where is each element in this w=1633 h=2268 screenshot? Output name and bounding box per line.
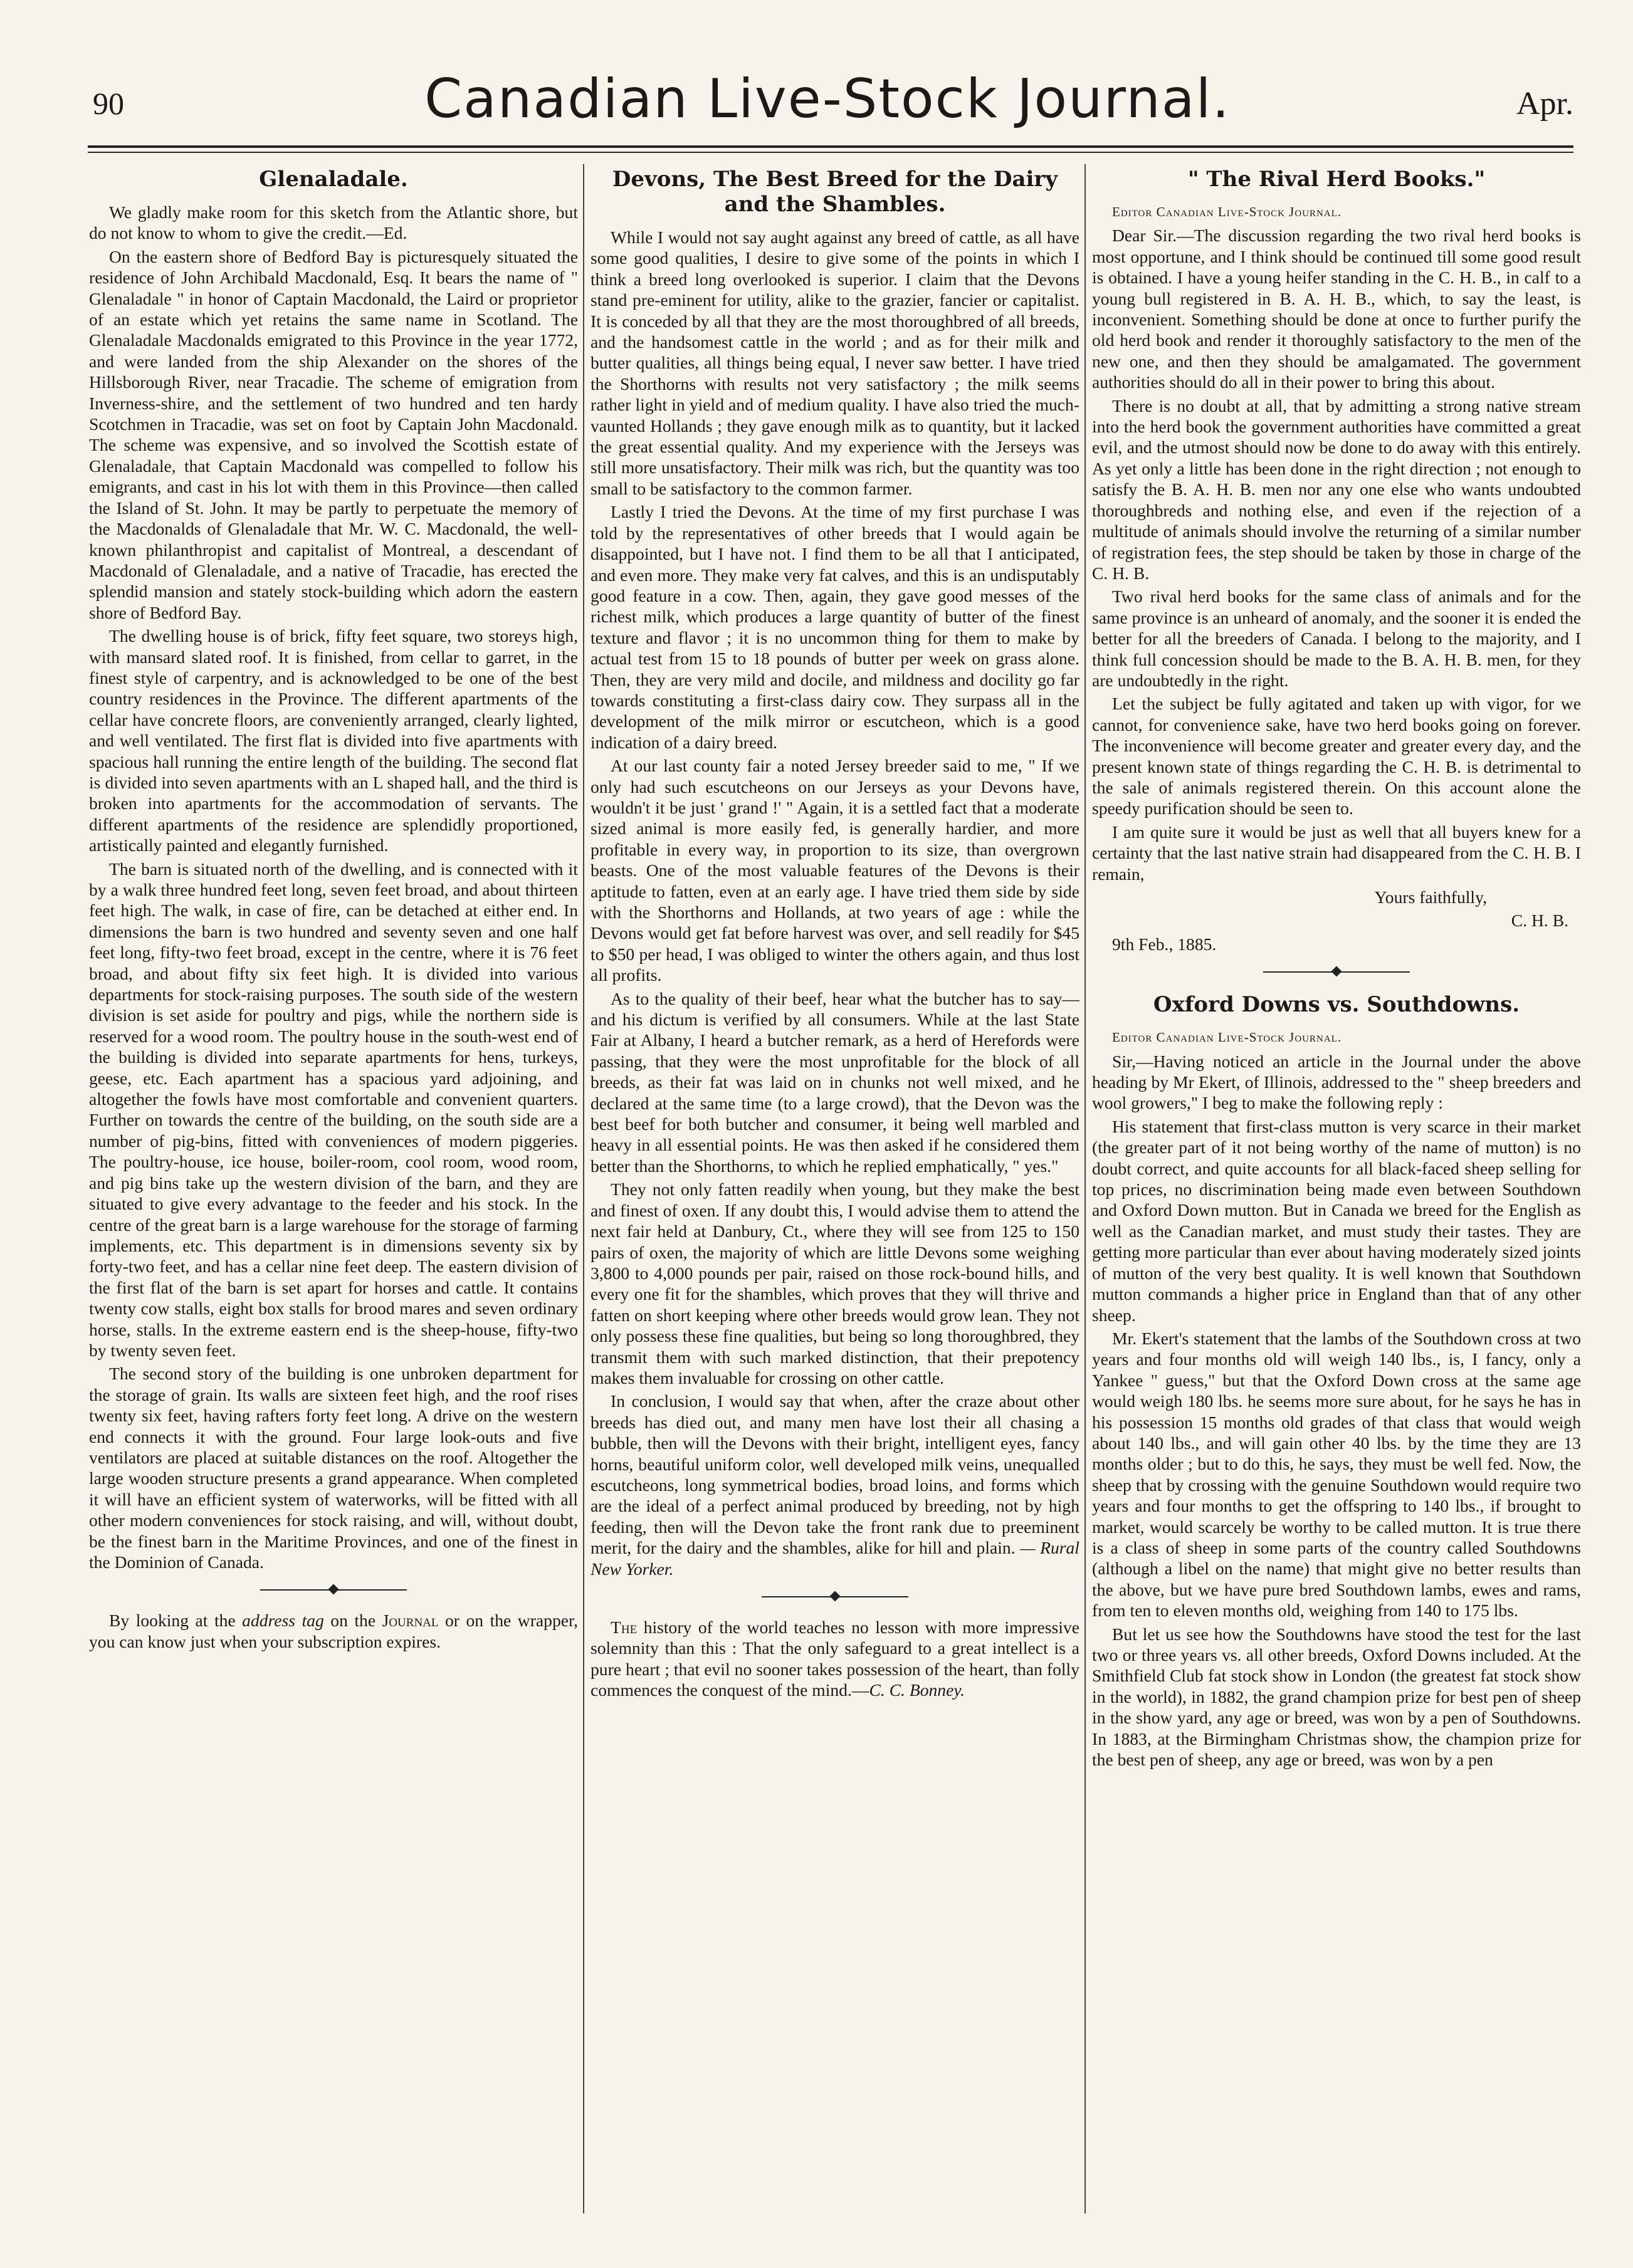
letter-paragraph: Dear Sir.—The discussion regarding the two rival herd books is most opportune, and I think should be continued till some good result is obtained. I have a young heifer standing in the C. H. B., in calf to a young bull registered in B. A. H. B., which, to say the least, is inconvenient. Something should be done at once to further purify the old herd book and render it thoroughly satisfactory to the men of the new one, and then they should be amalgamated. The government authorities should do all in their power to bring this about. xyxy=(1092,226,1581,392)
page-number: 90 xyxy=(93,86,124,121)
article-attribution: — Rural New Yorker. xyxy=(591,1538,1079,1579)
article-paragraph: The second story of the building is one unbroken department for the storage of grain. Its walls are sixteen feet high, and the roof rises twenty six feet, having rafters forty feet long. A drive on the western end connects it with the ground. Four large look-outs and five ventilators are placed at suitable distances on the roof. Altogether the large wooden structure presents a grand appearance. When completed it will have an efficient system of waterworks, will be fitted with all other modern conveniences for stock raising, and will, without doubt, be the finest barn in the Maritime Provinces, and one of the finest in the Dominion of Canada. xyxy=(89,1364,578,1572)
article-paragraph: The dwelling house is of brick, fifty feet square, two storeys high, with mansard slated roof. It is finished, from cellar to garret, in the finest style of carpentry, and is acknowledged to be one of the best country residences in the Province. The different apartments of the cellar have concrete floors, are conveniently arranged, clearly lighted, and well ventilated. The first flat is divided into five apartments with spacious hall running the entire length of the building. The second flat is divided into seven apartments with an L shaped hall, and the third is broken into apartments for the accommodation of servants. The different apartments of the residence are splendidly proportioned, artistically painted and elegantly furnished. xyxy=(89,626,578,855)
article-paragraph: Lastly I tried the Devons. At the time of my first purchase I was told by the representatives of other breeds that I would again be disappointed, but I have not. I find them to be all that I anticipated, and even more. They make very fat calves, and this is an undisputably good feature in a cow. Then, again, they gave good messes of the richest milk, which produces a large quantity of butter of the finest texture and flavor ; it is no uncommon thing for them to make by actual test from 15 to 18 pounds of butter per week on grass alone. Then, they are very mild and docile, and mildness and docility go far towards constituting a first-class dairy cow. They surpass all in the development of the milk mirror or escutcheon, which is a good indication of a dairy breed. xyxy=(591,502,1079,752)
letter-paragraph: His statement that first-class mutton is very scarce in their market (the greater part of it not being worthy of the name of mutton) is no doubt correct, and quite accounts for all black-faced sheep selling for top prices, no discrimination being made even between Southdown and Oxford Down mutton. But in Canada we breed for the English as well as the Canadian market, and must study their tastes. They are getting more particular than ever about having moderately sized joints of mutton of the very best quality. It is well known that Southdown mutton commands a higher price in England than that of any other sheep. xyxy=(1092,1116,1581,1325)
letter-closing: Yours faithfully, xyxy=(1374,887,1487,907)
header-rule-thick xyxy=(88,145,1573,148)
subscription-notice: By looking at the address tag on the Journal or on the wrapper, you can know just when your subscription expires. xyxy=(89,1611,578,1651)
article-paragraph: While I would not say aught against any breed of cattle, as all have some good qualities, I desire to give some of the points in which I think a breed long overlooked is superior. I claim that the Devons stand pre-eminent for utility, alike to the grazier, fancier or capitalist. It is conceded by all that they are the most thoroughbred of all breeds, and the handsomest cattle in the world ; and as for their milk and butter qualities, all things being equal, I never saw better. I have tried the Shorthorns with results not very satisfactory ; the milk seems rather light in yield and of medium quality. I have also tried the much-vaunted Hollands ; they gave enough milk as to quantity, but it lacked the great essential quality. And my experience with the Jerseys was still more unsatisfactory. Their milk was rich, but the quantity was too small to be satisfactory to the common farmer. xyxy=(591,227,1079,498)
article-paragraph: They not only fatten readily when young, but they make the best and finest of oxen. If any doubt this, I would advise them to attend the next fair held at Danbury, Ct., where they will see from 125 to 150 pairs of oxen, the majority of which are little Devons some weighing 3,800 to 4,000 pounds per pair, raised on those rock-bound hills, and every one fit for the shambles, which proves that they will thrive and fatten on short keeping where other breeds would grow lean. They not only possess these fine qualities, but being so long thoroughbred, they transmit them with such marked distinction, that their prepotency makes them invaluable for crossing on other cattle. xyxy=(591,1179,1079,1387)
column-divider xyxy=(583,164,584,2213)
article-paragraph: On the eastern shore of Bedford Bay is picturesquely situated the residence of John Archibald Macdonald, Esq. It bears the name of " Glenaladale " in honor of Captain Macdonald, the Laird or proprietor of an estate which yet retains the same name in Scotland. The Glenaladale Macdonalds emigrated to this Province in the year 1772, and were landed from the ship Alexander on the shores of the Hillsborough River, near Tracadie. The scheme of emigration from Inverness-shire, and the settlement of two hundred and ten hardy Scotchmen in Tracadie, was set on foot by Captain John Macdonald. The scheme was expensive, and so involved the Scottish estate of Glenaladale, that Captain Macdonald was compelled to follow his emigrants, and cast in his lot with them in this Province—then called the Island of St. John. It may be partly to perpetuate the memory of the Macdonalds of Glenaladale that Mr. W. C. Macdonald, the well-known philanthropist and capitalist of Montreal, a descendant of Macdonald of Glenaladale, and a native of Tracadie, has erected the splendid mansion and stately stock-building which adorn the eastern shore of Bedford Bay. xyxy=(89,246,578,622)
column-devons xyxy=(591,164,1079,2213)
letter-paragraph: There is no doubt at all, that by admitting a strong native stream into the herd book the government authorities have committed a great evil, and the utmost should now be done to do away with this entirely. As yet only a little has been done in the right direction ; not enough to satisfy the B. A. H. B. men nor any one else who wants undoubted thoroughbreds and nothing else, and even if the rejection of a multitude of animals should involve the returning of a similar number of registration fees, the step should be taken by those in charge of the C. H. B. xyxy=(1092,395,1581,583)
article-title-devons: Devons, The Best Breed for the Dairy and the Shambles. xyxy=(612,167,1058,217)
editor-address: Editor Canadian Live-Stock Journal. xyxy=(1112,204,1342,219)
section-divider xyxy=(591,1591,1079,1603)
letter-date: 9th Feb., 1885. xyxy=(1112,934,1217,954)
article-title-glenaladale: Glenaladale. xyxy=(259,167,408,192)
letter-paragraph: Two rival herd books for the same class of animals and for the same province is an unheard of anomaly, and the sooner it is ended the better for all the breeders of Canada. I belong to the majority, and I think full concession should be made to the B. A. H. B. men, for they are undoubtedly in the right. xyxy=(1092,587,1581,690)
letter-paragraph: Mr. Ekert's statement that the lambs of the Southdown cross at two years and four months old will weigh 140 lbs., is, I fancy, only a Yankee " guess," but that the Oxford Down cross at the same age would weigh 180 lbs. he seems more sure about, for he says he has in his possession 15 months old grades of that class that would weigh about 140 lbs., and will gain other 40 lbs. by the time they are 13 months older ; but to do this, he says, they must be well fed. Now, the sheep that by crossing with the genuine Southdown would require two years and four months to get the offspring to 140 lbs., if brought to market, would scarcely be worthy to be called mutton. It is true there is a class of sheep in some parts of the country called Southdowns (although a libel on the name) that might give no better results than the above, but we have pure bred Southdown lambs, ewes and rams, from ten to eleven months old, weighing from 140 to 175 lbs. xyxy=(1092,1328,1581,1621)
article-title-oxford-downs: Oxford Downs vs. Southdowns. xyxy=(1153,992,1520,1018)
editor-address: Editor Canadian Live-Stock Journal. xyxy=(1112,1030,1342,1045)
letter-paragraph: I am quite sure it would be just as well that all buyers knew for a certainty that the last native strain had disappeared from the C. H. B. I remain, xyxy=(1092,822,1581,884)
article-paragraph: The barn is situated north of the dwelling, and is connected with it by a walk three hundred feet long, seven feet broad, and about thirteen feet high. The walk, in case of fire, can be detached at either end. In dimensions the barn is two hundred and seventy seven and one half feet long, fifty-two feet broad, except in the centre, where it is 76 feet broad, and about fifty six feet high. It is divided into various departments for stock-raising purposes. The south side of the western division is set aside for poultry and pigs, while the northern side is reserved for a wood room. The poultry house in the south-west end of the building is divided into separate apartments for hens, turkeys, geese, etc. Each apartment has a spacious yard adjoining, and altogether the fowls have most comfortable and convenient quarters. Further on towards the centre of the building, on the south side are a number of pig-bins, fitted with conveniences of modern piggeries. The poultry-house, ice house, boiler-room, cool room, wood room, and pig bins take up the western division of the barn, and they are situated to give every advantage to the feeder and his stock. In the centre of the great barn is a large warehouse for the storage of farming implements, etc. This department is in dimensions seventy six by forty-two feet, and has a cellar nine feet deep. The eastern division of the first flat of the barn is set apart for horses and cattle. It contains twenty cow stalls, eight box stalls for brood mares and seven ordinary horse, stalls. In the extreme eastern end is the sheep-house, fifty-two by twenty seven feet. xyxy=(89,859,578,1360)
section-divider xyxy=(1092,966,1581,978)
column-herd-books xyxy=(1092,164,1581,2213)
letter-paragraph: Sir,—Having noticed an article in the Journal under the above heading by Mr Ekert, of Illinois, addressed to the " sheep breeders and wool growers," I beg to make the following reply : xyxy=(1092,1051,1581,1113)
article-paragraph: We gladly make room for this sketch from the Atlantic shore, but do not know to whom to give the credit.—Ed. xyxy=(89,202,578,243)
section-divider xyxy=(89,1584,578,1596)
article-title-rival-herd-books: " The Rival Herd Books." xyxy=(1187,167,1486,192)
article-paragraph: At our last county fair a noted Jersey breeder said to me, " If we only had such escutcheons on our Jerseys as your Devons have, wouldn't it be just ' grand !' " Again, it is a settled fact that a moderate sized animal is more easily fed, is generally hardier, and more profitable in every way, in proportion to its size, than overgrown beasts. One of the most valuable features of the Devons is their aptitude to fatten, even at an early age. I have tried them side by side with the Shorthorns and Hollands, at two years of age : while the Devons would get fat before harvest was over, and sell readily for $45 to $50 per head, I was obliged to winter the others again, and thus lost all profits. xyxy=(591,756,1079,985)
column-divider xyxy=(1084,164,1086,2213)
column-glenaladale xyxy=(89,164,578,2213)
issue-month: Apr. xyxy=(1516,86,1573,122)
closing-quote: The history of the world teaches no lesson with more impressive solemnity than this : That the only safeguard to a great intellect is a pure heart ; that evil no sooner takes possession of the heart, than folly commences the conquest of the mind.—C. C. Bonney. xyxy=(591,1617,1079,1700)
header-rule-thin xyxy=(88,152,1573,153)
article-paragraph: In conclusion, I would say that when, after the craze about other breeds has died out, and many men have lost their all chasing a bubble, then will the Devons with their bright, intelligent eyes, fancy horns, beautiful uniform color, well developed milk veins, unequalled escutcheons, long symmetrical bodies, broad loins, and forms which are the ideal of a perfect animal produced by breeding, not by high feeding, then will the Devon take the front rank due to preeminent merit, for the dairy and the shambles, alike for hill and plain. — Rural New Yorker. xyxy=(591,1391,1079,1579)
letter-paragraph: But let us see how the Southdowns have stood the test for the last two or three years vs. all other breeds, Oxford Downs included. At the Smithfield Club fat stock show in London (the greatest fat stock show in the world), in 1882, the grand champion prize for best pen of sheep in the show yard, any age or breed, was won by a pen of Southdowns. In 1883, at the Birmingham Christmas show, the champion prize for the best pen of sheep, any age or breed, was won by a pen xyxy=(1092,1624,1581,1770)
letter-signature: C. H. B. xyxy=(1511,911,1568,931)
journal-title: Canadian Live-Stock Journal. xyxy=(424,68,1231,130)
masthead xyxy=(81,68,1573,137)
article-paragraph: As to the quality of their beef, hear what the butcher has to say—and his dictum is verified by all consumers. While at the last State Fair at Albany, I heard a butcher remark, as a herd of Herefords were passing, that they were the most unprofitable for the block of all breeds, as their fat was laid on in chunks not well mixed, and he declared at the same time (to a large crowd), that the Devon was the best beef for both butcher and consumer, it being well marbled and heavy in all essential points. He was then asked if he considered them better than the Shorthorns, to which he replied emphatically, " yes." xyxy=(591,988,1079,1176)
letter-paragraph: Let the subject be fully agitated and taken up with vigor, for we cannot, for convenience sake, have two herd books going on forever. The inconvenience will become greater and greater every day, and the present known state of things regarding the C. H. B. is detrimental to the sale of animals registered therein. On this account alone the speedy purification should be seen to. xyxy=(1092,694,1581,818)
